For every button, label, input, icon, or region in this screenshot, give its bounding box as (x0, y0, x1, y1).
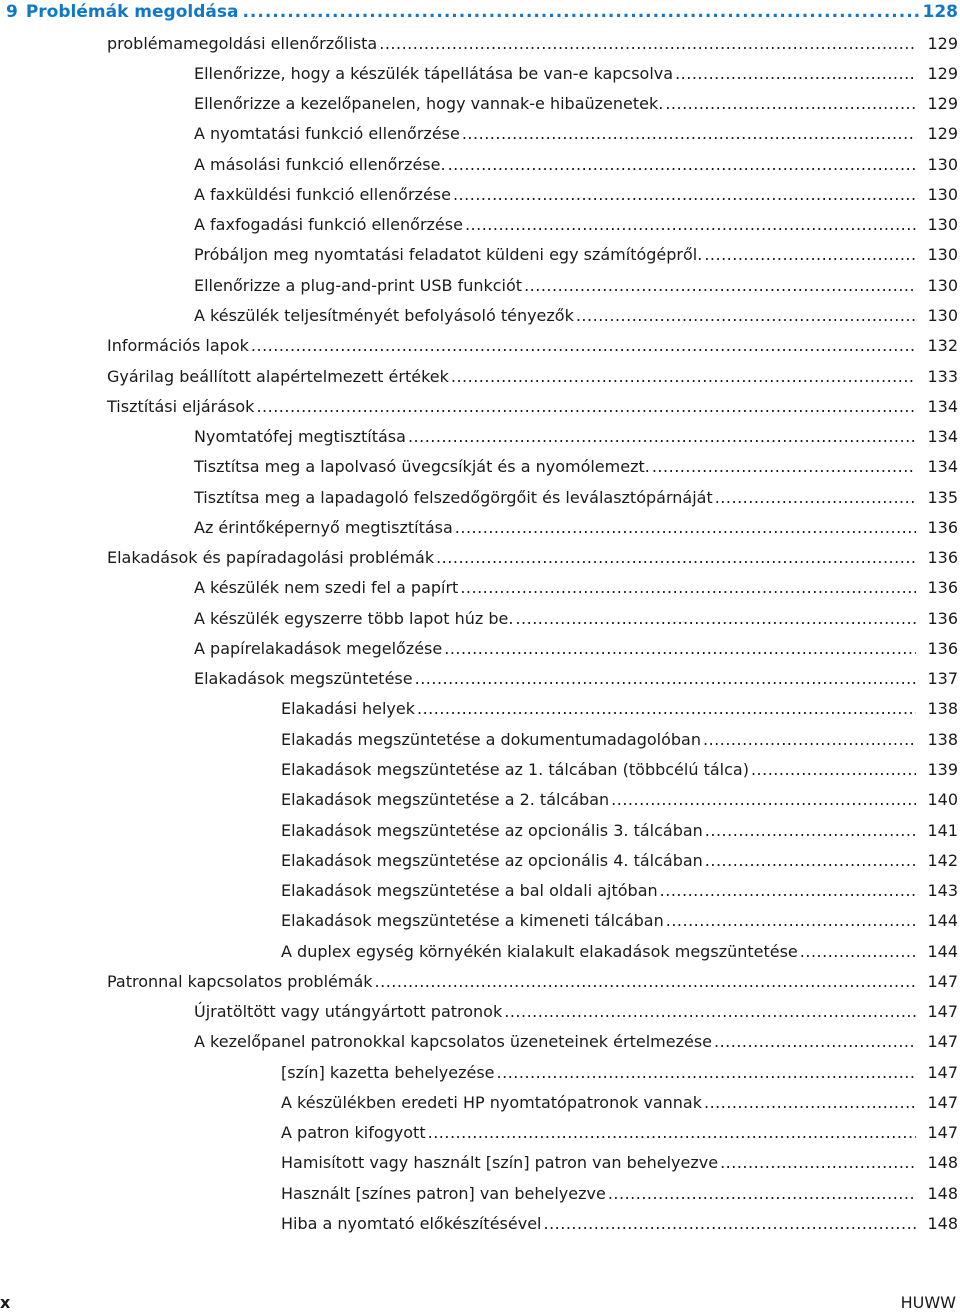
dot-leader (242, 0, 918, 24)
dot-leader (611, 790, 916, 809)
dot-leader (715, 488, 916, 507)
dot-leader (462, 124, 916, 143)
toc-entry[interactable] (0, 300, 960, 330)
toc-entry-label: Próbáljon meg nyomtatási feladatot küldeni egy számítógépről. (194, 245, 703, 265)
toc-entry-page-number: 137 (927, 669, 958, 689)
toc-entry-page-number: 129 (927, 94, 958, 114)
toc-entry-page-number: 140 (927, 790, 958, 810)
toc-entry[interactable] (0, 664, 960, 694)
toc-entry-label: Ellenőrizze a plug-and-print USB funkciót (194, 275, 523, 295)
toc-entry[interactable] (0, 1148, 960, 1178)
dot-leader (665, 94, 916, 113)
toc-entry[interactable] (0, 1118, 960, 1148)
toc-entry-page-number: 136 (927, 517, 958, 537)
toc-entry[interactable] (0, 543, 960, 573)
toc-entry-label: Tisztítási eljárások (107, 396, 255, 416)
toc-entry-page-number: 134 (927, 457, 958, 477)
dot-leader (705, 851, 916, 870)
toc-entry-label: Elakadás megszüntetése a dokumentumadagolóban (281, 729, 701, 749)
toc-entry[interactable] (0, 966, 960, 996)
toc-entry-label: Tisztítsa meg a lapadagoló felszedőgörgőit és leválasztópárnáját (194, 487, 713, 507)
toc-entry[interactable] (0, 270, 960, 300)
toc-entry-page-number: 142 (927, 850, 958, 870)
toc-entry-label: Újratöltött vagy utángyártott patronok (194, 1002, 503, 1022)
toc-entry-page-number: 148 (927, 1183, 958, 1203)
dot-leader (375, 972, 916, 991)
toc-entry[interactable] (0, 1027, 960, 1057)
toc-entry-page-number: 129 (927, 33, 958, 53)
toc-entry-label: Az érintőképernyő megtisztítása (194, 517, 453, 537)
toc-entry-page-number: 133 (927, 366, 958, 386)
dot-leader (256, 397, 916, 416)
toc-entry-label: Hiba a nyomtató előkészítésével (281, 1213, 542, 1233)
toc-entry[interactable] (0, 936, 960, 966)
toc-entry[interactable] (0, 331, 960, 361)
toc-entry-page-number: 136 (927, 548, 958, 568)
toc-entry[interactable] (0, 210, 960, 240)
toc-entry[interactable] (0, 1057, 960, 1087)
toc-entry[interactable] (0, 785, 960, 815)
toc-entry[interactable] (0, 28, 960, 58)
toc-entry-page-number: 144 (927, 941, 958, 961)
toc-entry[interactable] (0, 573, 960, 603)
dot-leader (448, 155, 916, 174)
toc-entry-page-number: 148 (927, 1153, 958, 1173)
dot-leader (455, 518, 916, 537)
toc-entry[interactable] (0, 452, 960, 482)
dot-leader (465, 215, 916, 234)
toc-entry-label: Használt [színes patron] van behelyezve (281, 1183, 606, 1203)
dot-leader (417, 699, 916, 718)
dot-leader (408, 427, 916, 446)
toc-entry[interactable] (0, 875, 960, 905)
toc-entry-label: Elakadások megszüntetése a 2. tálcában (281, 790, 610, 810)
toc-entry-label: A faxfogadási funkció ellenőrzése (194, 215, 463, 235)
toc-entry-page-number: 143 (927, 881, 958, 901)
toc-entry-label: Elakadások megszüntetése az opcionális 4. tálcában (281, 850, 703, 870)
dot-leader (751, 760, 916, 779)
chapter-title: Problémák megoldása (25, 2, 239, 22)
toc-entry[interactable] (0, 815, 960, 845)
chapter-heading[interactable] (6, 0, 958, 24)
toc-entry-label: [szín] kazetta behelyezése (281, 1062, 495, 1082)
toc-entry-page-number: 136 (927, 578, 958, 598)
toc-entry-label: Tisztítsa meg a lapolvasó üvegcsíkját és a nyomólemezt. (194, 457, 650, 477)
dot-leader (704, 245, 916, 264)
toc-entry-page-number: 132 (927, 336, 958, 356)
dot-leader (576, 306, 916, 325)
toc-entry[interactable] (0, 179, 960, 209)
toc-entry-page-number: 147 (927, 1032, 958, 1052)
toc-entry-page-number: 147 (927, 1092, 958, 1112)
toc-entry-label: Elakadások megszüntetése (194, 669, 413, 689)
dot-leader (800, 942, 916, 961)
toc-entry-page-number: 147 (927, 971, 958, 991)
toc-entry-page-number: 130 (927, 275, 958, 295)
toc-entry[interactable] (0, 845, 960, 875)
toc-entry[interactable] (0, 1178, 960, 1208)
dot-leader (451, 367, 916, 386)
chapter-number: 9 (6, 2, 18, 22)
toc-entry-page-number: 129 (927, 63, 958, 83)
toc-entry-label: Információs lapok (107, 336, 249, 356)
toc-entry-page-number: 135 (927, 487, 958, 507)
toc-entry-label: Elakadások megszüntetése az opcionális 3. tálcában (281, 820, 703, 840)
toc-entry-page-number: 138 (927, 699, 958, 719)
toc-entry[interactable] (0, 482, 960, 512)
toc-entry[interactable] (0, 1087, 960, 1117)
toc-entry-label: A másolási funkció ellenőrzése. (194, 154, 446, 174)
toc-entry[interactable] (0, 240, 960, 270)
toc-entry[interactable] (0, 906, 960, 936)
toc-entry-label: Elakadások megszüntetése a kimeneti tálcában (281, 911, 664, 931)
toc-entry-label: Nyomtatófej megtisztítása (194, 427, 406, 447)
toc-entry[interactable] (0, 1208, 960, 1238)
dot-leader (436, 548, 916, 567)
toc-entry-page-number: 129 (927, 124, 958, 144)
dot-leader (675, 64, 916, 83)
dot-leader (608, 1184, 916, 1203)
toc-entry[interactable] (0, 119, 960, 149)
toc-entry-label: A nyomtatási funkció ellenőrzése (194, 124, 460, 144)
toc-entry[interactable] (0, 603, 960, 633)
dot-leader (460, 578, 916, 597)
toc-entry-label: A kezelőpanel patronokkal kapcsolatos üzeneteinek értelmezése (194, 1032, 712, 1052)
toc-entry-page-number: 138 (927, 729, 958, 749)
toc-entry[interactable] (0, 89, 960, 119)
dot-leader (543, 1214, 916, 1233)
toc-entry[interactable] (0, 421, 960, 451)
toc-entry-page-number: 148 (927, 1213, 958, 1233)
toc-entry-page-number: 130 (927, 184, 958, 204)
toc-entry-label: problémamegoldási ellenőrzőlista (107, 33, 378, 53)
toc-entry[interactable] (0, 58, 960, 88)
dot-leader (415, 669, 916, 688)
toc-entry-page-number: 147 (927, 1123, 958, 1143)
toc-entry[interactable] (0, 754, 960, 784)
toc-entry[interactable] (0, 361, 960, 391)
toc-entry-label: A készülék nem szedi fel a papírt (194, 578, 459, 598)
toc-entry-label: Ellenőrizze a kezelőpanelen, hogy vannak-e hibaüzenetek. (194, 94, 664, 114)
dot-leader (660, 881, 916, 900)
toc-entry-page-number: 147 (927, 1062, 958, 1082)
dot-leader (428, 1123, 916, 1142)
toc-entry-label: Elakadási helyek (281, 699, 415, 719)
dot-leader (504, 1002, 916, 1021)
toc-entry-label: Gyárilag beállított alapértelmezett értékek (107, 366, 449, 386)
dot-leader (714, 1032, 916, 1051)
toc-entry-page-number: 134 (927, 396, 958, 416)
toc-entry[interactable] (0, 512, 960, 542)
toc-entry-label: A patron kifogyott (281, 1123, 426, 1143)
dot-leader (652, 457, 916, 476)
toc-entry-label: A faxküldési funkció ellenőrzése (194, 184, 451, 204)
chapter-page-number: 128 (922, 2, 958, 22)
toc-entry-label: A papírelakadások megelőzése (194, 638, 443, 658)
toc-entry[interactable] (0, 724, 960, 754)
dot-leader (524, 276, 916, 295)
toc-entry-page-number: 134 (927, 427, 958, 447)
toc-entry[interactable] (0, 633, 960, 663)
dot-leader (379, 34, 916, 53)
toc-entry-label: A készülék teljesítményét befolyásoló tényezők (194, 306, 574, 326)
toc-entry-page-number: 130 (927, 306, 958, 326)
dot-leader (453, 185, 916, 204)
toc-entry[interactable] (0, 149, 960, 179)
toc-entry-page-number: 144 (927, 911, 958, 931)
toc-entry-label: A készülékben eredeti HP nyomtatópatronok vannak (281, 1092, 702, 1112)
toc-entry-page-number: 130 (927, 245, 958, 265)
dot-leader (705, 821, 916, 840)
dot-leader (251, 336, 916, 355)
toc-entry-label: Ellenőrizze, hogy a készülék tápellátása be van-e kapcsolva (194, 63, 674, 83)
dot-leader (720, 1153, 916, 1172)
toc-entry-page-number: 130 (927, 215, 958, 235)
toc-entry-page-number: 141 (927, 820, 958, 840)
toc-entry[interactable] (0, 997, 960, 1027)
toc-entry[interactable] (0, 391, 960, 421)
toc-list (0, 28, 960, 1239)
toc-entry-page-number: 130 (927, 154, 958, 174)
dot-leader (515, 609, 916, 628)
toc-entry-page-number: 136 (927, 608, 958, 628)
toc-entry-label: Hamisított vagy használt [szín] patron van behelyezve (281, 1153, 719, 1173)
toc-entry-page-number: 139 (927, 760, 958, 779)
footer-locale-code: HUWW (900, 1293, 956, 1312)
dot-leader (497, 1063, 916, 1082)
toc-entry-page-number: 147 (927, 1002, 958, 1022)
toc-entry-label: Patronnal kapcsolatos problémák (107, 971, 373, 991)
footer-page-number: x (0, 1293, 11, 1312)
toc-entry-label: Elakadások megszüntetése a bal oldali ajtóban (281, 881, 658, 901)
toc-entry-page-number: 136 (927, 638, 958, 658)
toc-entry-label: Elakadások és papíradagolási problémák (107, 548, 435, 568)
toc-entry[interactable] (0, 694, 960, 724)
dot-leader (703, 730, 916, 749)
dot-leader (444, 639, 916, 658)
toc-entry-label: A készülék egyszerre több lapot húz be. (194, 608, 514, 628)
toc-entry-label: Elakadások megszüntetése az 1. tálcában (többcélú tálca) (281, 760, 749, 779)
dot-leader (666, 911, 916, 930)
dot-leader (704, 1093, 916, 1112)
toc-entry-label: A duplex egység környékén kialakult elakadások megszüntetése (281, 941, 798, 961)
